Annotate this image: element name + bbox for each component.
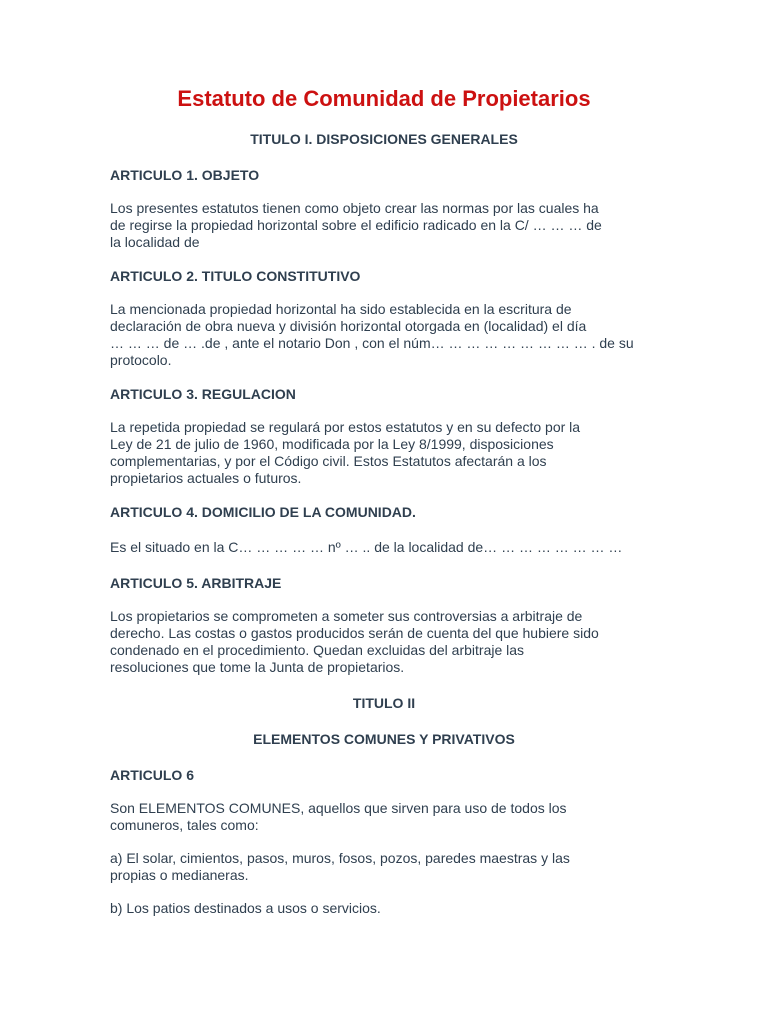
article-1-heading: ARTICULO 1. OBJETO <box>110 167 260 183</box>
article-5-heading: ARTICULO 5. ARBITRAJE <box>110 575 282 591</box>
document-title: Estatuto de Comunidad de Propietarios <box>177 86 591 111</box>
article-5-text: Los propietarios se comprometen a someter sus controversias a arbitraje de derecho. Las costas o gastos producidos serán de cuenta del que hubiere sido condenado en el procedimiento. Quedan excluidas del arbitraje las resoluciones que tome la Junta de propietarios. <box>110 608 599 675</box>
article-4-heading: ARTICULO 4. DOMICILIO DE LA COMUNIDAD. <box>110 504 416 520</box>
article-6-item-a: a) El solar, cimientos, pasos, muros, fosos, pozos, paredes maestras y las propias o medianeras. <box>110 850 570 883</box>
article-3-text: La repetida propiedad se regulará por estos estatutos y en su defecto por la Ley de 21 de julio de 1960, modificada por la Ley 8/1999, disposiciones complementarias, y por el Código civil. Estos Estatutos afectarán a los propietarios actuales o futuros. <box>110 419 581 486</box>
titulo-1-heading: TITULO I. DISPOSICIONES GENERALES <box>250 131 518 147</box>
article-1-text: Los presentes estatutos tienen como objeto crear las normas por las cuales ha de regirse la propiedad horizontal sobre el edificio radicado en la C/ … … … de la localidad de <box>110 200 602 250</box>
titulo-2-heading: TITULO II <box>352 695 416 711</box>
article-2-heading: ARTICULO 2. TITULO CONSTITUTIVO <box>110 268 361 284</box>
article-6-item-b: b) Los patios destinados a usos o servicios. <box>110 900 381 916</box>
article-2-text: La mencionada propiedad horizontal ha sido establecida en la escritura de declaración de obra nueva y división horizontal otorgada en (localidad) el día … … … de … .de , ante el notario Don , con el núm… … … … … … … … … . de su protocolo. <box>110 301 634 368</box>
document-page <box>110 84 658 917</box>
article-3-heading: ARTICULO 3. REGULACION <box>110 386 296 402</box>
titulo-2-subheading: ELEMENTOS COMUNES Y PRIVATIVOS <box>253 731 515 747</box>
article-6-heading: ARTICULO 6 <box>110 767 194 783</box>
article-6-text: Son ELEMENTOS COMUNES, aquellos que sirven para uso de todos los comuneros, tales como: <box>110 800 567 833</box>
article-4-text: Es el situado en la C… … … … … nº … .. de la localidad de… … … … … … … … <box>110 539 623 555</box>
